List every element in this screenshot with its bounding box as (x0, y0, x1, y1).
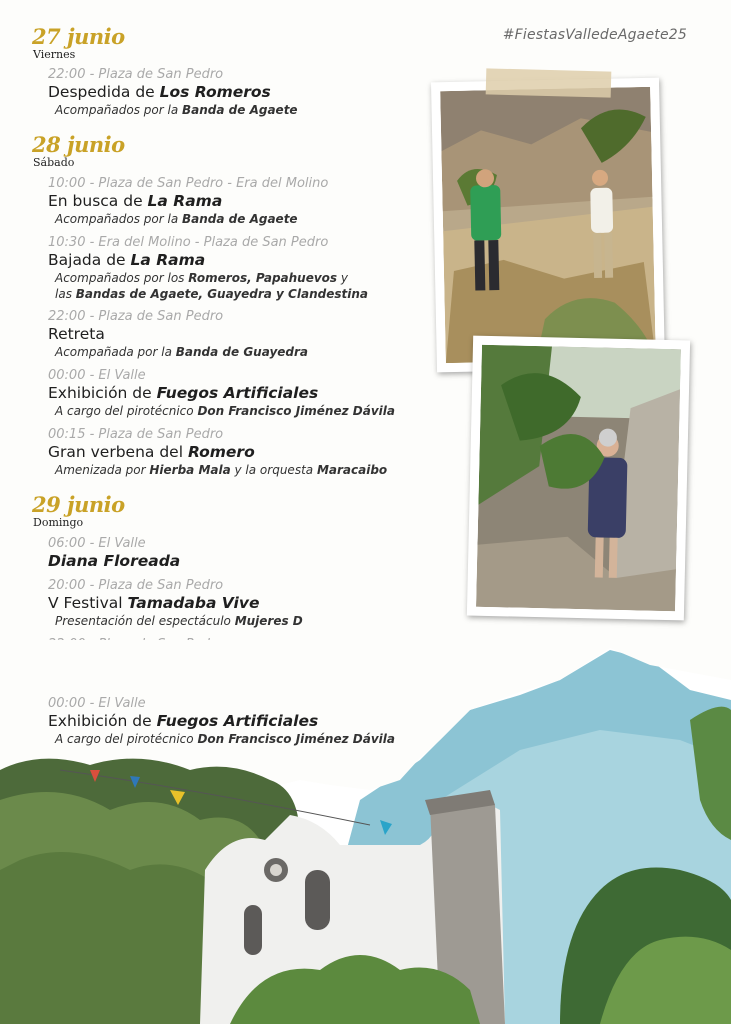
event-time: 00:15 - Plaza de San Pedro (48, 427, 224, 442)
event-item (48, 367, 448, 419)
event-time: 10:30 - Era del Molino - Plaza de San Pedro (48, 235, 329, 250)
event-time: 00:00 - El Valle (48, 368, 146, 383)
photo-woman-with-branches (467, 336, 690, 621)
hashtag: #FiestasValledeAgaete25 (502, 27, 687, 43)
day-weekday-29: Domingo (33, 516, 84, 529)
day-date-29: 29 junio (32, 492, 125, 517)
event-item (48, 426, 448, 478)
photo-romeros-carrying-branches (431, 78, 665, 373)
masking-tape (486, 68, 612, 97)
event-title: Bajada de La Rama (48, 251, 206, 269)
event-title: En busca de La Rama (48, 192, 223, 210)
event-item (48, 66, 448, 118)
event-description: A cargo del pirotécnico Don Francisco Jiménez Dávila (55, 732, 395, 746)
event-description: Amenizada por Hierba Mala y la orquesta Maracaibo (55, 463, 388, 477)
event-item (48, 535, 448, 571)
event-title: Diana Floreada (48, 552, 181, 570)
event-description-line2: las Bandas de Agaete, Guayedra y Clandestina (55, 287, 368, 301)
event-item (48, 695, 448, 747)
day-weekday-28: Sábado (33, 156, 75, 169)
event-title: Exhibición de Fuegos Artificiales (48, 384, 319, 402)
event-time: 06:00 - El Valle (48, 536, 146, 551)
event-title: Exhibición de Fuegos Artificiales (48, 712, 319, 730)
day-date-28: 28 junio (32, 132, 125, 157)
day-weekday-27: Viernes (33, 48, 76, 61)
event-time: 10:00 - Plaza de San Pedro - Era del Molino (48, 176, 329, 191)
event-item (48, 308, 448, 360)
event-title: Retreta (48, 325, 105, 343)
day-date-27: 27 junio (32, 24, 125, 49)
event-description: A cargo del pirotécnico Don Francisco Jiménez Dávila (55, 404, 395, 418)
event-item (48, 234, 448, 302)
event-time: 20:00 - Plaza de San Pedro (48, 578, 224, 593)
event-description: Acompañados por la Banda de Agaete (55, 103, 298, 117)
event-description: Acompañados por la Banda de Agaete (55, 212, 298, 226)
event-description: Presentación del espectáculo Mujeres D (55, 614, 303, 628)
event-item (48, 577, 448, 629)
event-time: 22:00 - Plaza de San Pedro (48, 67, 224, 82)
event-title: Despedida de Los Romeros (48, 83, 271, 101)
event-description: Acompañados por los Romeros, Papahuevos y (55, 271, 348, 285)
photo-path-illustration (476, 345, 681, 611)
event-description: Acompañada por la Banda de Guayedra (55, 345, 309, 359)
event-time: 22:00 - Plaza de San Pedro (48, 309, 224, 324)
photo-hillside-illustration (440, 87, 656, 363)
event-item (48, 175, 448, 227)
event-time: 00:00 - El Valle (48, 696, 146, 711)
event-title: Gran verbena del Romero (48, 443, 255, 461)
event-title: V Festival Tamadaba Vive (48, 594, 260, 612)
